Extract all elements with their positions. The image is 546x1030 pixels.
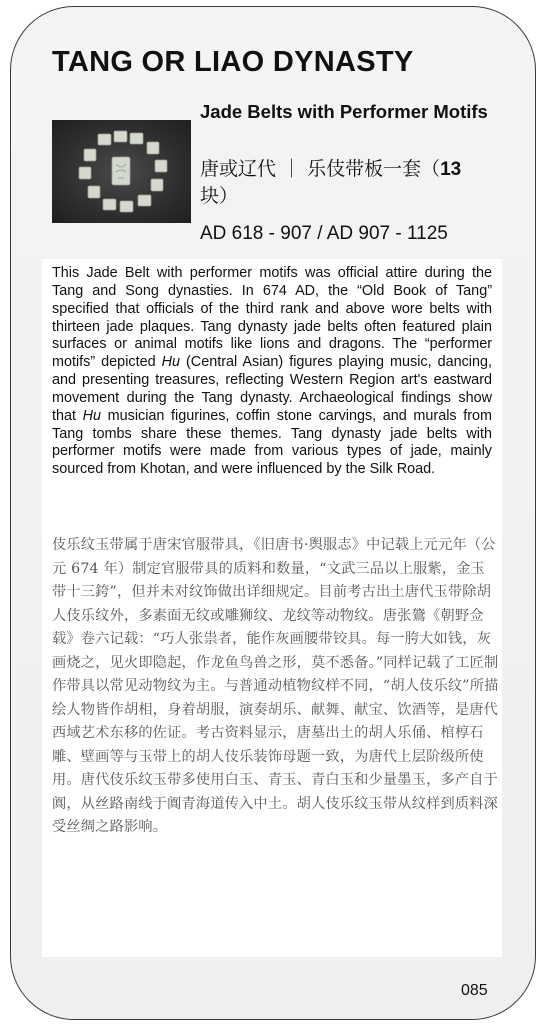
description-en-part-3: musician figurines, coffin stone carvings, and murals from Tang tombs share these themes. Tang dynasty jade belts with performer motifs were made from various types of jade, mainly sourced from Khotan, and were influenced by the Silk Road.	[52, 407, 492, 478]
object-title-cn-prefix: 唐或辽代 ｜ 乐伎带板一套（	[200, 158, 441, 180]
description-en-hu-1: Hu	[161, 354, 180, 371]
description-cn: 伎乐纹玉带属于唐宋官服带具，《旧唐书·舆服志》中记载上元元年（公元 674 年）制定官服带具的质料和数量，“文武三品以上服紫，金玉带十三銙”，但并未对纹饰做出详细规定。目前考古出土唐代玉带除胡人伎乐纹外，多素面无纹或雕狮纹、龙纹等动物纹。唐张鷟《朝野佥载》卷六记载：“巧人张祟者，能作灰画腰带铰具。每一胯大如钱，灰画烧之，见火即隐起，作龙鱼鸟兽之形，莫不悉备。”同样记载了工匠制作带具以常见动物纹为主。与普通动植物纹样不同，“胡人伎乐纹”所描绘人物皆作胡相，身着胡服，演奏胡乐、献舞、献宝、饮酒等，是唐代西域艺术东移的佐证。考古资料显示，唐墓出土的胡人乐俑、棺椁石雕、壁画等与玉带上的胡人伎乐装饰母题一致，为唐代上层阶级所使用。唐代伎乐纹玉带多使用白玉、青玉、青白玉和少量墨玉，多产自于阗，从丝路南线于阗青海道传入中土。胡人伎乐纹玉带从纹样到质料深受丝绸之路影响。	[52, 537, 499, 835]
jade-belt-plaques-image	[52, 120, 191, 223]
object-piece-count: 13	[440, 159, 462, 180]
description-en-part-1: This Jade Belt with performer motifs was official attire during the Tang and Song dynasties. In 674 AD, the “Old Book of Tang” specified that officials of the third rank and above wore belts with thirteen jade plaques. Tang dynasty jade belts often featured plain surfaces or animal motifs like lions and dragons. The “performer motifs” depicted	[52, 265, 492, 371]
object-title-cn-suffix: 块）	[200, 185, 239, 207]
section-title: TANG OR LIAO DYNASTY	[52, 46, 414, 78]
page-number: 085	[461, 982, 488, 999]
description-en	[52, 265, 492, 479]
description-en-hu-2: Hu	[82, 407, 102, 424]
artifact-photo	[52, 120, 191, 223]
description-en-part-2: (Central Asian) figures playing music, dancing, and presenting treasures, reflecting Western Region art's eastward movement during the Tang dynasty. Archaeological findings show that	[52, 354, 492, 424]
object-title-en: Jade Belts with Performer Motifs	[200, 101, 488, 122]
description-panel	[42, 259, 502, 957]
object-date: AD 618 - 907 / AD 907 - 1125	[200, 223, 448, 244]
object-title-cn	[200, 156, 510, 210]
